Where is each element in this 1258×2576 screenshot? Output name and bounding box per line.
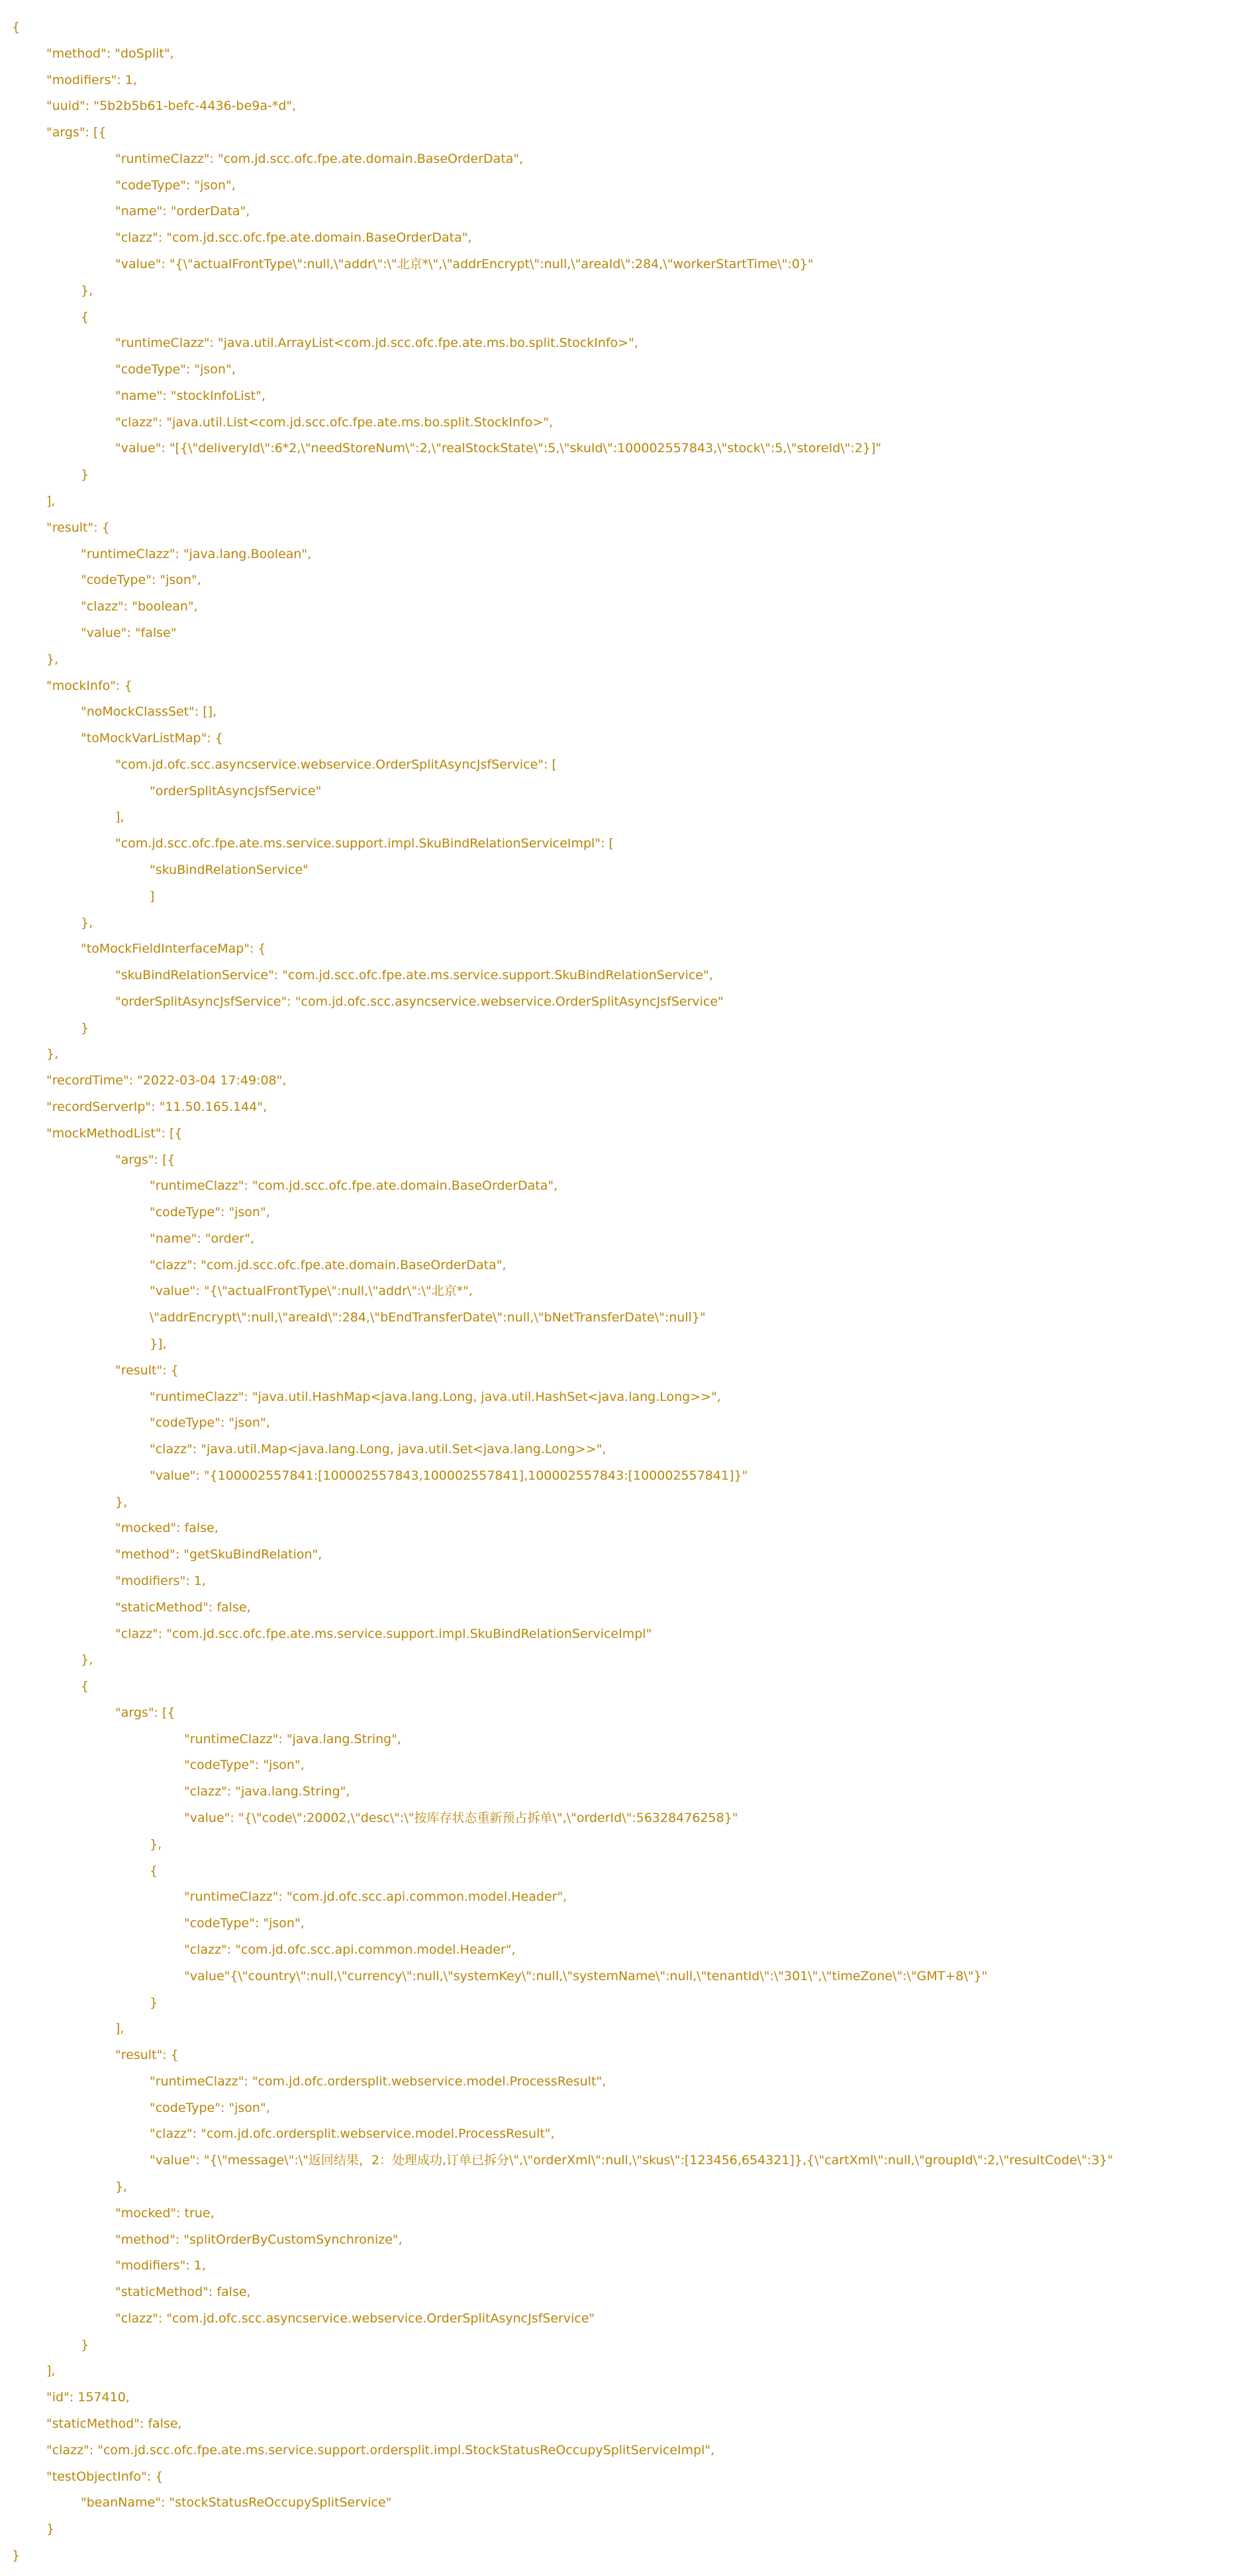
code-line: "result": { — [46, 520, 110, 535]
code-line: }, — [115, 1494, 128, 1509]
code-line: "clazz": "com.jd.scc.ofc.fpe.ate.ms.service.support.impl.SkuBindRelationServiceImpl" — [115, 1626, 652, 1641]
code-line: "recordTime": "2022-03-04 17:49:08", — [46, 1073, 287, 1088]
code-line: "staticMethod": false, — [115, 1599, 251, 1615]
code-line: "codeType": "json", — [184, 1916, 305, 1931]
code-line: "orderSplitAsyncJsfService" — [150, 783, 322, 798]
code-line: "modifiers": 1, — [115, 1574, 206, 1589]
code-line: }, — [46, 651, 59, 667]
code-line: "value": "{\"code\":20002,\"desc\":\"按库存状态重新预占拆单\",\"orderId\":56328476258}" — [184, 1811, 738, 1826]
code-line: }, — [81, 1652, 93, 1668]
code-line: \"addrEncrypt\":null,\"areaId\":284,\"bEndTransferDate\":null,\"bNetTransferDate\":null}" — [150, 1310, 706, 1325]
code-line: ], — [46, 2363, 56, 2379]
code-line: "value": "{\"message\":\"返回结果，2：处理成功,订单已拆分\",\"orderXml\":null,\"skus\":[123456,654321]},{\"cartXml\":null,\"groupId\":2,\"resultCode\":3}" — [150, 2153, 1114, 2168]
code-line: "codeType": "json", — [150, 1415, 270, 1431]
code-line: { — [81, 1679, 89, 1694]
code-line: "name": "orderData", — [115, 204, 250, 219]
code-line: "skuBindRelationService": "com.jd.scc.ofc.fpe.ate.ms.service.support.SkuBindRelationService", — [115, 968, 713, 983]
code-line: "staticMethod": false, — [115, 2285, 251, 2300]
code-line: "value": "{\"actualFrontType\":null,\"addr\":\"北京*", — [150, 1284, 473, 1299]
code-line: "args": [{ — [46, 125, 107, 140]
code-line: "clazz": "com.jd.ofc.scc.asyncservice.webservice.OrderSplitAsyncJsfService" — [115, 2311, 595, 2326]
code-line: "mocked": false, — [115, 1521, 218, 1536]
code-line: "clazz": "java.lang.String", — [184, 1784, 350, 1799]
code-line: "modifiers": 1, — [115, 2258, 206, 2273]
code-line: "clazz": "java.util.List<com.jd.scc.ofc.fpe.ate.ms.bo.split.StockInfo>", — [115, 414, 554, 430]
code-line: "clazz": "com.jd.scc.ofc.fpe.ate.domain.BaseOrderData", — [115, 230, 472, 246]
code-line: "recordServerIp": "11.50.165.144", — [46, 1099, 267, 1114]
code-line: "value"{\"country\":null,\"currency\":null,\"systemKey\":null,\"systemName\":null,\"tenantId\":\"301\",\"timeZone\":\"GMT+8\"}" — [184, 1968, 988, 1983]
code-line: "result": { — [115, 1362, 179, 1378]
code-line: "args": [{ — [115, 1705, 175, 1720]
code-line: "method": "doSplit", — [46, 46, 174, 61]
code-line: "com.jd.ofc.scc.asyncservice.webservice.OrderSplitAsyncJsfService": [ — [115, 757, 557, 772]
code-line: "beanName": "stockStatusReOccupySplitService" — [81, 2495, 392, 2510]
code-line: ], — [46, 494, 56, 509]
code-line: { — [12, 20, 21, 34]
code-line: "name": "order", — [150, 1231, 254, 1246]
code-line: ], — [115, 810, 124, 825]
code-line: "uuid": "5b2b5b61-befc-4436-be9a-*d", — [46, 99, 297, 114]
code-line: }, — [46, 1047, 59, 1062]
code-line: } — [81, 467, 89, 483]
code-line: } — [81, 2337, 89, 2352]
code-line: "noMockClassSet": [], — [81, 704, 217, 720]
code-line: "id": 157410, — [46, 2390, 130, 2405]
code-line: "runtimeClazz": "com.jd.ofc.ordersplit.webservice.model.ProcessResult", — [150, 2074, 606, 2089]
code-line: "mockInfo": { — [46, 678, 132, 693]
code-line: "codeType": "json", — [81, 573, 201, 588]
code-line: "orderSplitAsyncJsfService": "com.jd.ofc.scc.asyncservice.webservice.OrderSplitAsyncJsfService" — [115, 994, 724, 1009]
code-line: }, — [115, 2179, 128, 2194]
code-line: "codeType": "json", — [150, 1205, 270, 1220]
code-line: "codeType": "json", — [184, 1758, 305, 1773]
code-line: "runtimeClazz": "com.jd.scc.ofc.fpe.ate.domain.BaseOrderData", — [115, 151, 524, 166]
code-line: "runtimeClazz": "com.jd.scc.ofc.fpe.ate.domain.BaseOrderData", — [150, 1178, 558, 1194]
code-line: }], — [150, 1337, 167, 1351]
code-line: "args": [{ — [115, 1152, 175, 1167]
code-line: "result": { — [115, 2048, 179, 2063]
code-line: "com.jd.scc.ofc.fpe.ate.ms.service.support.impl.SkuBindRelationServiceImpl": [ — [115, 836, 614, 851]
code-line: ] — [150, 888, 155, 904]
code-line: "clazz": "boolean", — [81, 599, 198, 614]
code-line: "method": "getSkuBindRelation", — [115, 1547, 322, 1562]
code-line: } — [12, 2548, 21, 2563]
code-line: { — [150, 1863, 158, 1878]
code-line: } — [46, 2522, 55, 2537]
code-line: }, — [150, 1837, 162, 1852]
code-line: { — [81, 309, 89, 324]
code-line: "value": "[{\"deliveryId\":6*2,\"needStoreNum\":2,\"realStockState\":5,\"skuId\":100002557843,\"stock\":5,\"storeId\":2}]" — [115, 441, 882, 456]
code-line: "clazz": "java.util.Map<java.lang.Long, java.util.Set<java.lang.Long>>", — [150, 1442, 606, 1457]
code-line: "clazz": "com.jd.scc.ofc.fpe.ate.ms.service.support.ordersplit.impl.StockStatusReOccupySplitServiceImpl", — [46, 2442, 715, 2457]
code-line: "value": "{\"actualFrontType\":null,\"addr\":\"北京*\",\"addrEncrypt\":null,\"areaId\":284,\"workerStartTime\":0}" — [115, 257, 814, 272]
code-line: }, — [81, 283, 93, 298]
code-line: "staticMethod": false, — [46, 2416, 182, 2431]
code-line: "clazz": "com.jd.ofc.ordersplit.webservice.model.ProcessResult", — [150, 2126, 555, 2142]
code-line: "name": "stockInfoList", — [115, 388, 266, 403]
code-line: "codeType": "json", — [115, 177, 236, 193]
code-line: ], — [115, 2021, 124, 2036]
code-line: "mocked": true, — [115, 2205, 215, 2220]
code-line: "runtimeClazz": "java.lang.Boolean", — [81, 546, 312, 561]
code-line: "value": "{100002557841:[100002557843,100002557841],100002557843:[100002557841]}" — [150, 1468, 748, 1483]
code-line: "value": "false" — [81, 625, 177, 640]
code-line: } — [81, 1020, 89, 1035]
code-line: } — [150, 1995, 158, 2010]
code-line: "runtimeClazz": "java.lang.String", — [184, 1731, 402, 1746]
code-line: "clazz": "com.jd.ofc.scc.api.common.model.Header", — [184, 1942, 516, 1957]
code-line: "runtimeClazz": "com.jd.ofc.scc.api.common.model.Header", — [184, 1889, 567, 1905]
code-line: "runtimeClazz": "java.util.ArrayList<com.jd.scc.ofc.fpe.ate.ms.bo.split.StockInfo>", — [115, 336, 638, 351]
code-line: "method": "splitOrderByCustomSynchronize", — [115, 2232, 403, 2247]
code-line: "skuBindRelationService" — [150, 862, 309, 877]
code-line: "toMockFieldInterfaceMap": { — [81, 941, 266, 957]
code-line: "toMockVarListMap": { — [81, 731, 223, 746]
code-line: "clazz": "com.jd.scc.ofc.fpe.ate.domain.BaseOrderData", — [150, 1257, 507, 1272]
code-line: }, — [81, 915, 93, 930]
code-line: "codeType": "json", — [150, 2100, 270, 2115]
code-line: "codeType": "json", — [115, 362, 236, 377]
code-line: "mockMethodList": [{ — [46, 1125, 183, 1141]
code-line: "testObjectInfo": { — [46, 2469, 164, 2484]
code-line: "runtimeClazz": "java.util.HashMap<java.lang.Long, java.util.HashSet<java.lang.Long>>", — [150, 1389, 721, 1404]
code-line: "modifiers": 1, — [46, 72, 137, 87]
